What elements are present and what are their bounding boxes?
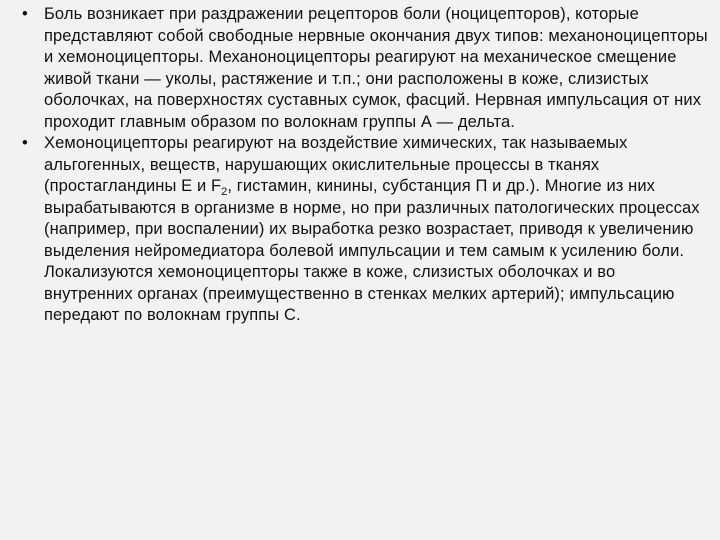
bullet-text-part-1: Хемоноцицепторы реагируют на воздействие химических, так называемых альгогенных, веществ, нарушающих окислительные процессы в тканях (простагландины Е и F: [44, 134, 628, 195]
bullet-list: [18, 4, 708, 327]
bullet-text-part-2: , гистамин, кинины, субстанция П и др.). Многие из них вырабатываются в организме в норме, но при различных патологических процессах (например, при воспалении) их выработка резко возрастает, приводя к увеличению выделения нейромедиатора болевой импульсации и тем самым к усилению боли. Локализуются хемоноцицепторы также в коже, слизистых оболочках и во внутренних органах (преимущественно в стенках мелких артерий); импульсацию передают по волокнам группы С.: [44, 177, 700, 324]
bullet-icon: •: [22, 134, 28, 152]
bullet-item-pain-receptors: [18, 4, 708, 133]
subscript-text: 2: [221, 186, 228, 198]
bullet-text: Боль возникает при раздражении рецепторов боли (ноцицепторов), которые представляют собой свободные нервные окончания двух типов: механоноцицепторы и хемоноцицепторы. Механоноцицепторы реагируют на механическое смещение живой ткани — уколы, растяжение и т.п.; они расположены в коже, слизистых оболочках, на поверхностях суставных сумок, фасций. Нервная импульсация от них проходит главным образом по волокнам группы А — дельта.: [44, 5, 708, 131]
bullet-item-chemoreceptors: [18, 133, 708, 327]
bullet-icon: •: [22, 5, 28, 23]
